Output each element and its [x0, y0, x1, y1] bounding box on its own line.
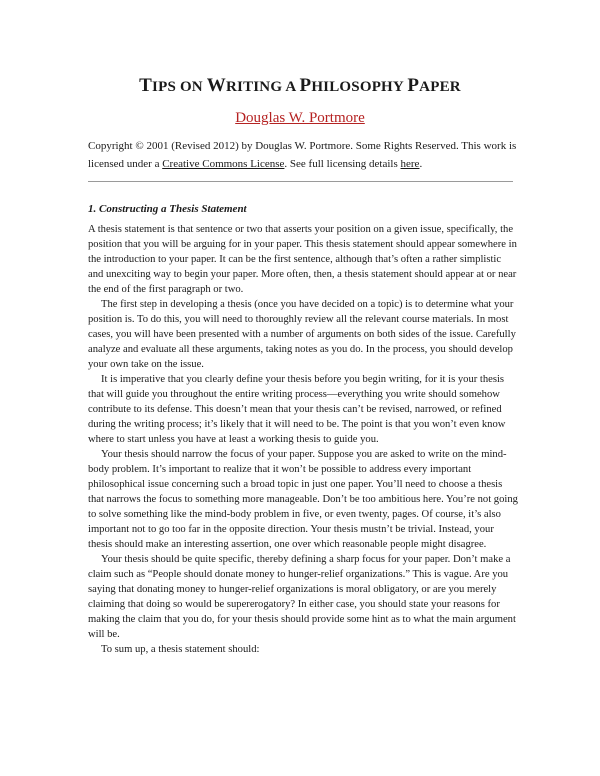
licensing-details-link[interactable]: here [400, 158, 420, 170]
paragraph: A thesis statement is that sentence or two that asserts your position on a given issue, specifically, the position that you will be arguing for in your paper. This thesis statement should appear somewhere in the introduction to your paper. It can be the first sentence, although that’s often a rather simplistic and unexciting way to begin your paper. More often, then, a thesis statement should appear at or near the end of the first paragraph or two. [88, 224, 517, 295]
title-part: T [139, 75, 153, 96]
body-text [88, 222, 518, 657]
author-link[interactable]: Douglas W. Portmore [235, 110, 365, 126]
document-title [0, 75, 600, 97]
paragraph: Your thesis should be quite specific, thereby defining a sharp focus for your paper. Don’t make a claim such as “People should donate money to hunger-relief organizations.” This is vague. Are you saying that donating money to hunger-relief organizations is moral obligatory, or are you merely claiming that doing so would be supererogatory? In either case, you should state your reasons for making the claim that you do, for your thesis should provide some hint as to what the main argument will be. [88, 554, 516, 640]
title-part: W [206, 75, 226, 96]
title-part: RITING A [226, 79, 300, 95]
copyright-text: Copyright © 2001 (Revised 2012) by Douglas W. Portmore. Some Rights Reserved. This work is licensed under a [88, 140, 517, 170]
title-part: APER [419, 79, 461, 95]
paragraph: It is imperative that you clearly define your thesis before you begin writing, for it is your thesis that will guide you throughout the entire writing process—everything you write should somehow contribute to its defense. This doesn’t mean that your thesis can’t be revised, narrowed, or refined during the writing process; it’s likely that it will need to be. The point is that you won’t even know where to start unless you have at least a working thesis to guide you. [88, 374, 506, 445]
title-part: IPS ON [152, 79, 207, 95]
copyright-notice [88, 137, 528, 173]
paragraph: Your thesis should narrow the focus of your paper. Suppose you are asked to write on the mind-body problem. It’s important to realize that it won’t be possible to address every important philosophical issue concerning such a broad topic in just one paper. You’ll need to choose a thesis that narrows the focus to something more manageable. Don’t be too ambitious here. You’re not going to solve something like the mind-body problem in five, or even twenty, pages. Of course, it’s also important not to go too far in the opposite direction. Your thesis mustn’t be trivial. Instead, your thesis should make an interesting assertion, one over which reasonable people might disagree. [88, 449, 518, 550]
title-part: P [299, 75, 312, 96]
copyright-text: . See full licensing details [284, 158, 401, 170]
title-part: HILOSOPHY [311, 79, 408, 95]
paragraph: The first step in developing a thesis (once you have decided on a topic) is to determine what your position is. To do this, you will need to thoroughly review all the relevant course materials. In most cases, you will have been presented with a number of arguments on both sides of the issue. Carefully analyze and evaluate all these arguments, taking notes as you do. In the process, you should develop your own take on the issue. [88, 299, 516, 370]
copyright-text: . [419, 158, 423, 170]
divider [88, 181, 513, 182]
title-part: P [407, 75, 420, 96]
section-heading: 1. Constructing a Thesis Statement [88, 203, 247, 215]
paragraph: To sum up, a thesis statement should: [101, 644, 260, 655]
license-link[interactable]: Creative Commons License [162, 158, 285, 170]
